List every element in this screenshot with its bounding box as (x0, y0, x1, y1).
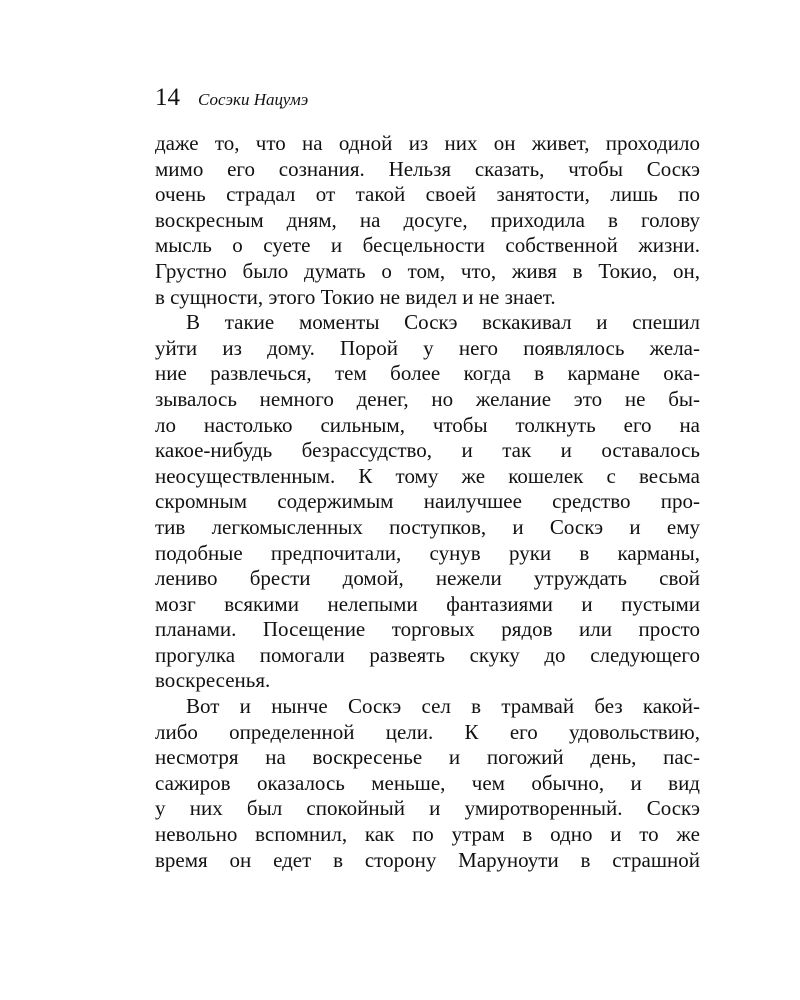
page-number: 14 (155, 84, 180, 111)
text-line: лениво брести домой, нежели утруждать свой (155, 566, 700, 591)
text-line: неосуществленным. К тому же кошелек с весьма (155, 463, 700, 488)
text-line: сажиров оказалось меньше, чем обычно, и вид (155, 770, 700, 795)
text-line: время он едет в сторону Маруноути в страшной (155, 847, 700, 872)
text-line: либо определенной цели. К его удовольствию, (155, 719, 700, 744)
text-line: воскресенья. (155, 668, 271, 693)
paragraph-start-line: В такие моменты Соскэ вскакивал и спешил (186, 310, 700, 335)
text-line: скромным содержимым наилучшее средство про- (155, 489, 700, 514)
text-line: мимо его сознания. Нельзя сказать, чтобы Соскэ (155, 156, 700, 181)
paragraph-start-line: Вот и нынче Соскэ сел в трамвай без какой- (186, 694, 700, 719)
text-line: у них был спокойный и умиротворенный. Соскэ (155, 796, 700, 821)
text-line: ние развлечься, тем более когда в кармане ока- (155, 361, 700, 386)
book-author: Сосэки Нацумэ (198, 90, 309, 109)
text-line: прогулка помогали развеять скуку до следующего (155, 642, 700, 667)
text-line: ло настолько сильным, чтобы толкнуть его на (155, 412, 700, 437)
text-line: Грустно было думать о том, что, живя в Токио, он, (155, 258, 700, 283)
text-line: мысль о суете и бесцельности собственной жизни. (155, 233, 700, 258)
running-head (155, 84, 308, 115)
text-line: в сущности, этого Токио не видел и не знает. (155, 284, 556, 309)
text-line: воскресным дням, на досуге, приходила в голову (155, 207, 700, 232)
body-text (155, 131, 700, 873)
text-line: тив легкомысленных поступков, и Соскэ и ему (155, 514, 700, 539)
text-line: зывалось немного денег, но желание это не бы- (155, 386, 700, 411)
text-line: планами. Посещение торговых рядов или просто (155, 617, 700, 642)
text-line: мозг всякими нелепыми фантазиями и пустыми (155, 591, 700, 616)
text-line: несмотря на воскресенье и погожий день, пас- (155, 745, 700, 770)
text-line: очень страдал от такой своей занятости, лишь по (155, 182, 700, 207)
text-line: подобные предпочитали, сунув руки в карманы, (155, 540, 700, 565)
text-line: уйти из дому. Порой у него появлялось жела- (155, 335, 700, 360)
text-line: какое-нибудь безрассудство, и так и оставалось (155, 438, 700, 463)
text-line: даже то, что на одной из них он живет, проходило (155, 131, 700, 155)
text-line: невольно вспомнил, как по утрам в одно и то же (155, 822, 700, 847)
